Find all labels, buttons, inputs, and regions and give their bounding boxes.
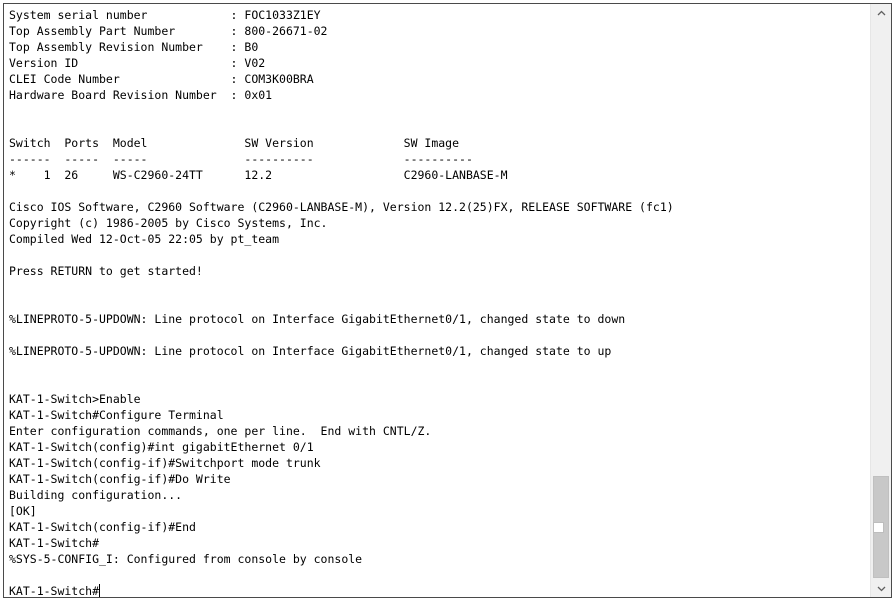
command-prompt: KAT-1-Switch#: [9, 584, 100, 597]
terminal-line: [9, 295, 674, 311]
terminal-line: Hardware Board Revision Number : 0x01: [9, 88, 273, 102]
terminal-line: Top Assembly Revision Number : B0: [9, 40, 259, 54]
terminal-line: [9, 375, 674, 391]
terminal-line: %LINEPROTO-5-UPDOWN: Line protocol on Interface GigabitEthernet0/1, changed state to down: [9, 312, 626, 326]
terminal-line: KAT-1-Switch(config-if)#End: [9, 520, 196, 534]
terminal-line: Cisco IOS Software, C2960 Software (C2960-LANBASE-M), Version 12.2(25)FX, RELEASE SOFTWARE (fc1): [9, 200, 674, 214]
terminal-line: Copyright (c) 1986-2005 by Cisco Systems, Inc.: [9, 216, 328, 230]
terminal-output[interactable]: [4, 4, 870, 597]
terminal-text: [9, 7, 674, 597]
terminal-line: Top Assembly Part Number : 800-26671-02: [9, 24, 328, 38]
scroll-down-button[interactable]: [871, 580, 891, 597]
chevron-down-icon: [877, 586, 886, 592]
terminal-line: [9, 119, 674, 135]
terminal-line: Building configuration...: [9, 488, 183, 502]
terminal-line: KAT-1-Switch>Enable: [9, 392, 141, 406]
scroll-marker-box: [873, 522, 884, 533]
terminal-line: KAT-1-Switch(config-if)#Do Write: [9, 472, 231, 486]
terminal-line: System serial number : FOC1033Z1EY: [9, 8, 321, 22]
terminal-line: [9, 279, 674, 295]
terminal-line: %LINEPROTO-5-UPDOWN: Line protocol on Interface GigabitEthernet0/1, changed state to up: [9, 344, 612, 358]
terminal-line: * 1 26 WS-C2960-24TT 12.2 C2960-LANBASE-M: [9, 168, 508, 182]
terminal-line: Switch Ports Model SW Version SW Image: [9, 136, 460, 150]
scroll-up-button[interactable]: [871, 4, 891, 21]
terminal-line: [OK]: [9, 504, 37, 518]
vertical-scrollbar[interactable]: [870, 4, 891, 597]
chevron-up-icon: [877, 10, 886, 16]
terminal-line: KAT-1-Switch(config-if)#Switchport mode trunk: [9, 456, 321, 470]
command-prompt-line[interactable]: [9, 583, 674, 597]
terminal-line: Compiled Wed 12-Oct-05 22:05 by pt_team: [9, 232, 280, 246]
terminal-line: [9, 327, 674, 343]
terminal-line: [9, 183, 674, 199]
terminal-line: Version ID : V02: [9, 56, 266, 70]
terminal-line: [9, 359, 674, 375]
terminal-line: %SYS-5-CONFIG_I: Configured from console by console: [9, 552, 363, 566]
terminal-line: [9, 103, 674, 119]
terminal-line: KAT-1-Switch#: [9, 536, 100, 550]
text-cursor: [99, 584, 100, 597]
terminal-line: CLEI Code Number : COM3K00BRA: [9, 72, 314, 86]
terminal-line: ------ ----- ----- ---------- ----------: [9, 152, 473, 166]
terminal-line: Enter configuration commands, one per line. End with CNTL/Z.: [9, 424, 432, 438]
terminal-line: KAT-1-Switch#Configure Terminal: [9, 408, 224, 422]
terminal-line: [9, 247, 674, 263]
terminal-line: Press RETURN to get started!: [9, 264, 203, 278]
cli-terminal-window[interactable]: [3, 3, 892, 598]
terminal-line: [9, 567, 674, 583]
terminal-line: KAT-1-Switch(config)#int gigabitEthernet 0/1: [9, 440, 314, 454]
